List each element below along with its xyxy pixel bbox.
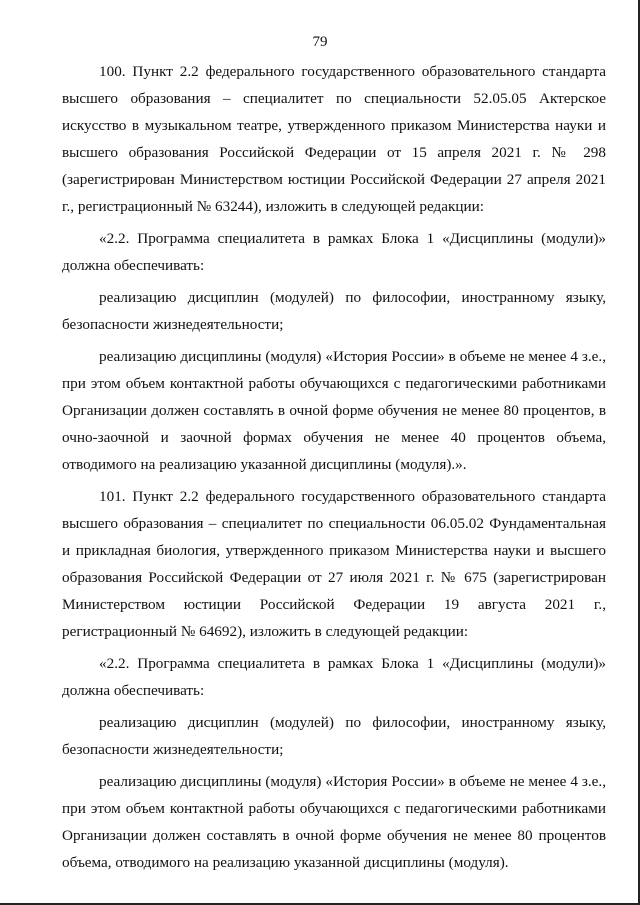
paragraph-disciplines-list: реализацию дисциплин (модулей) по философии, иностранному языку, безопасности жизнедеятельности; (62, 714, 606, 758)
paragraph-item-100-intro: 100. Пункт 2.2 федерального государственного образовательного стандарта высшего образования – специалитет по специальности 52.05.05 Актерское искусство в музыкальном театре, утвержденного приказом Министерства науки и высшего образования Российской Федерации от 15 апреля 2021 г. № 298 (зарегистрирован Министерством юстиции Российской Федерации 27 апреля 2021 г., регистрационный № 63244), изложить в следующей редакции: (62, 63, 606, 215)
paragraph-program-requirement: «2.2. Программа специалитета в рамках Блока 1 «Дисциплины (модули)» должна обеспечивать: (62, 655, 606, 699)
paragraph-item-101-intro: 101. Пункт 2.2 федерального государственного образовательного стандарта высшего образования – специалитет по специальности 06.05.02 Фундаментальная и прикладная биология, утвержденного приказом Министерства науки и высшего образования Российской Федерации от 27 июля 2021 г. № 675 (зарегистрирован Министерством юстиции Российской Федерации 19 августа 2021 г., регистрационный № 64692), изложить в следующей редакции: (62, 488, 606, 640)
paragraph-disciplines-list: реализацию дисциплин (модулей) по философии, иностранному языку, безопасности жизнедеятельности; (62, 289, 606, 333)
paragraph-history-requirement: реализацию дисциплины (модуля) «История России» в объеме не менее 4 з.е., при этом объем контактной работы обучающихся с педагогическими работниками Организации должен составлять в очной форме обучения не менее 80 процентов, в очно-заочной и заочной формах обучения не менее 40 процентов объема, отводимого на реализацию указанной дисциплины (модуля).». (62, 348, 606, 473)
document-body (62, 58, 606, 881)
paragraph-history-requirement: реализацию дисциплины (модуля) «История России» в объеме не менее 4 з.е., при этом объем контактной работы обучающихся с педагогическими работниками Организации должен составлять в очной форме обучения не менее 80 процентов объема, отводимого на реализацию указанной дисциплины (модуля). (62, 773, 606, 871)
page-number: 79 (312, 34, 328, 50)
paragraph-program-requirement: «2.2. Программа специалитета в рамках Блока 1 «Дисциплины (модули)» должна обеспечивать: (62, 230, 606, 274)
